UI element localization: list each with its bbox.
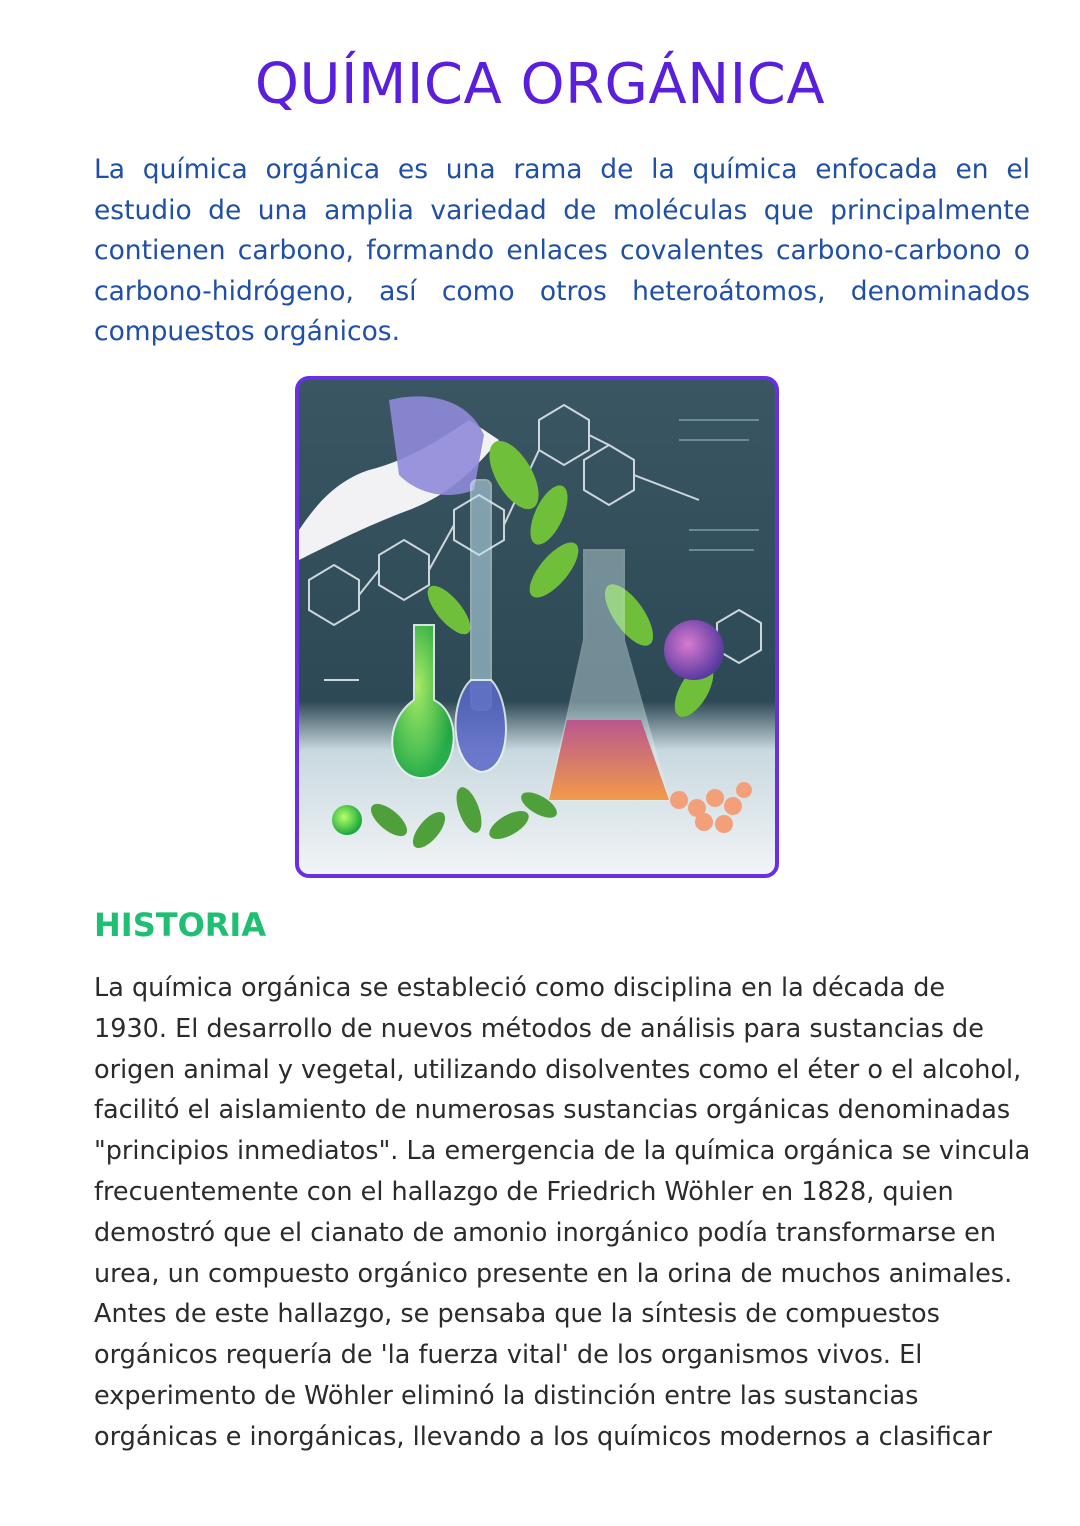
paragraph-line: facilitó el aislamiento de numerosas sustancias orgánicas denominadas	[94, 1095, 1011, 1126]
paragraph-line: urea, un compuesto orgánico presente en la orina de muchos animales.	[94, 1258, 1013, 1289]
chemistry-illustration	[295, 376, 779, 878]
paragraph-line: La química orgánica se estableció como disciplina en la década de	[94, 973, 946, 1003]
historia-paragraph	[94, 968, 1034, 1458]
paragraph-line: origen animal y vegetal, utilizando disolventes como el éter o el alcohol,	[94, 1054, 1022, 1085]
paragraph-line: demostró que el cianato de amonio inorgánico podía transformarse en	[94, 1217, 996, 1248]
paragraph-line: Antes de este hallazgo, se pensaba que la síntesis de compuestos	[94, 1299, 940, 1330]
paragraph-line: 1930. El desarrollo de nuevos métodos de análisis para sustancias de	[94, 1013, 984, 1044]
paragraph-line: frecuentemente con el hallazgo de Friedrich Wöhler en 1828, quien	[94, 1176, 954, 1207]
chemistry-lab-illustration-icon	[299, 380, 775, 874]
intro-paragraph: La química orgánica es una rama de la química enfocada en el estudio de una amplia variedad de moléculas que principalmente contienen carbono, formando enlaces covalentes carbono-carbono o carbono-hidrógeno, así como otros heteroátomos, denominados compuestos orgánicos.	[94, 154, 1030, 347]
paragraph-line: "principios inmediatos". La emergencia de la química orgánica se vincula	[94, 1136, 1031, 1167]
section-heading-historia: HISTORIA	[94, 906, 267, 944]
page-title: QUÍMICA ORGÁNICA	[254, 52, 826, 117]
paragraph-line: orgánicas e inorgánicas, llevando a los químicos modernos a clasificar	[94, 1421, 992, 1452]
paragraph-line: orgánicos requería de 'la fuerza vital' de los organismos vivos. El	[94, 1340, 923, 1371]
paragraph-line: experimento de Wöhler eliminó la distinción entre las sustancias	[94, 1380, 919, 1411]
